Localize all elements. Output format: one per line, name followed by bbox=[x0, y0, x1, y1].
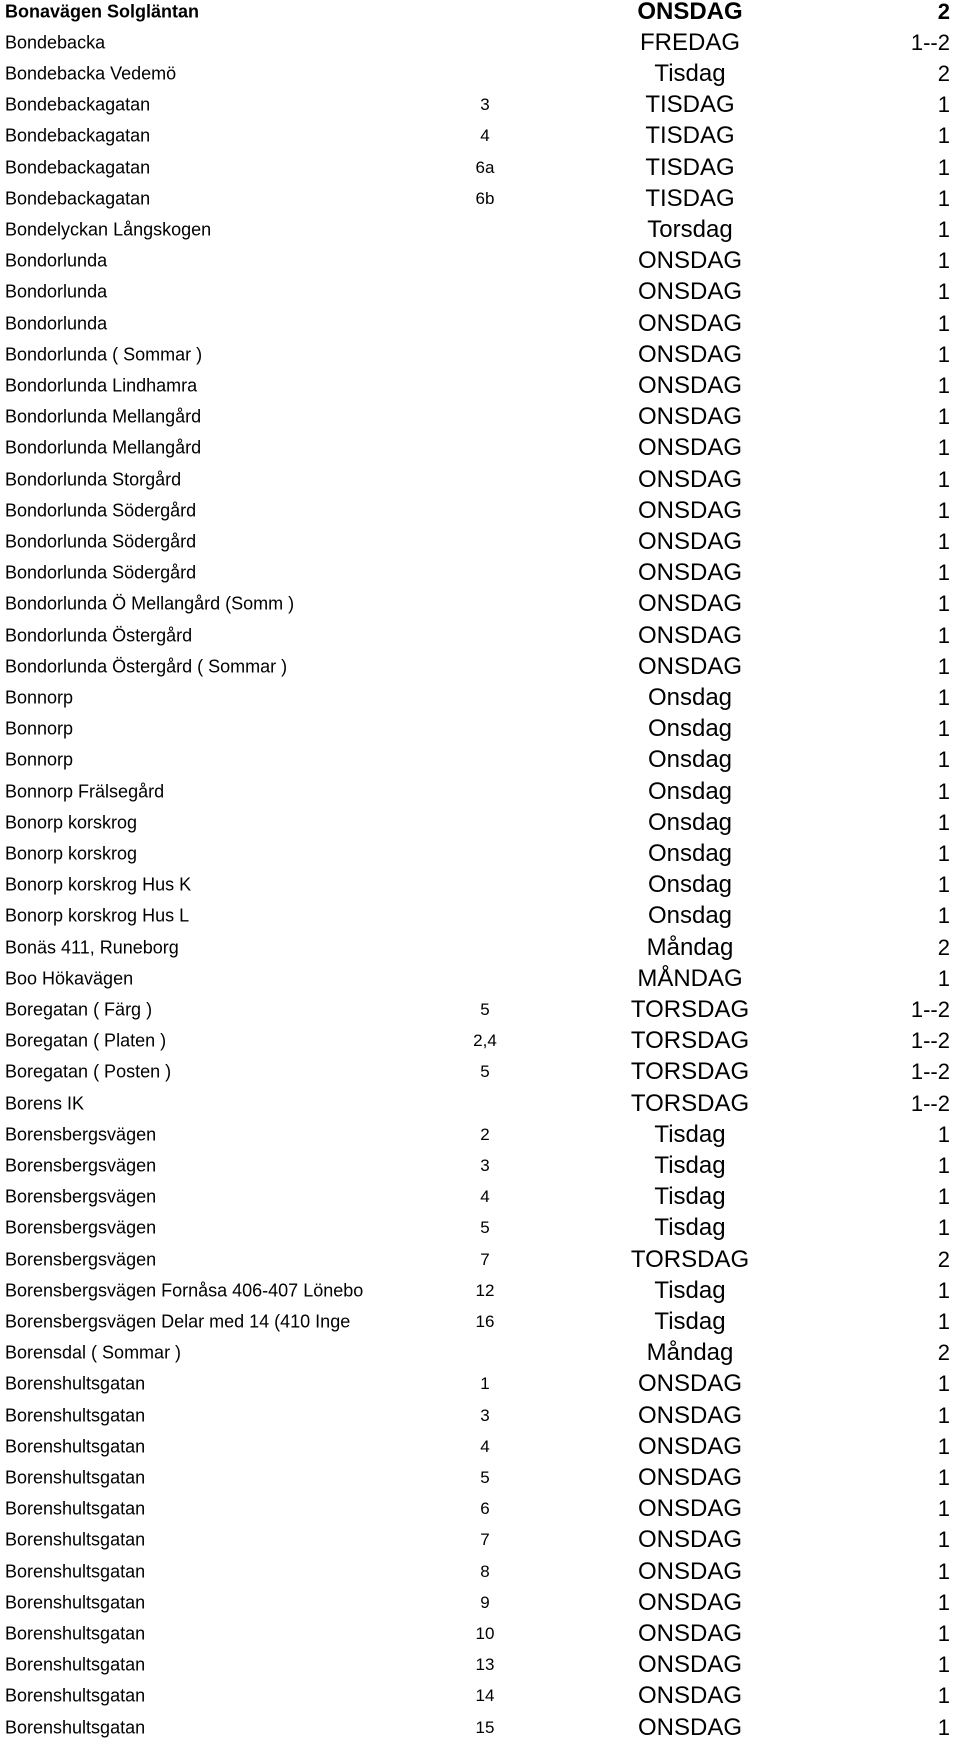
table-row bbox=[0, 1525, 960, 1556]
frequency-cell: 1 bbox=[937, 1308, 950, 1334]
table-row bbox=[0, 1150, 960, 1181]
frequency-cell: 1 bbox=[937, 216, 950, 242]
table-row bbox=[0, 402, 960, 433]
collection-day-cell: ONSDAG bbox=[637, 1495, 742, 1523]
table-row bbox=[0, 1119, 960, 1150]
collection-day-cell: ONSDAG bbox=[637, 247, 742, 275]
table-row bbox=[0, 1338, 960, 1369]
frequency-cell: 1 bbox=[937, 185, 950, 211]
frequency-cell: 1 bbox=[937, 248, 950, 274]
table-row bbox=[0, 838, 960, 869]
frequency-cell: 1 bbox=[937, 310, 950, 336]
table-row bbox=[0, 1618, 960, 1649]
table-row bbox=[0, 651, 960, 682]
house-number-cell: 10 bbox=[475, 1623, 495, 1643]
frequency-cell: 1 bbox=[937, 840, 950, 866]
street-name-cell: Boo Hökavägen bbox=[5, 968, 134, 989]
frequency-cell: 1 bbox=[937, 1152, 950, 1178]
frequency-cell: 1 bbox=[937, 560, 950, 586]
street-name-cell: Borensbergsvägen bbox=[5, 1155, 157, 1176]
frequency-cell: 1 bbox=[937, 1496, 950, 1522]
frequency-cell: 1 bbox=[937, 92, 950, 118]
collection-day-cell: ONSDAG bbox=[637, 278, 742, 306]
frequency-cell: 1 bbox=[937, 872, 950, 898]
frequency-cell: 1 bbox=[937, 341, 950, 367]
street-name-cell: Bondorlunda Södergård bbox=[5, 562, 197, 583]
frequency-cell: 2 bbox=[937, 60, 950, 86]
table-row bbox=[0, 27, 960, 58]
street-name-cell: Borenshultsgatan bbox=[5, 1717, 146, 1738]
collection-day-cell: Onsdag bbox=[647, 683, 733, 711]
collection-day-cell: Tisdag bbox=[654, 1214, 726, 1242]
table-row bbox=[0, 620, 960, 651]
frequency-cell: 1 bbox=[937, 965, 950, 991]
house-number-cell: 2,4 bbox=[473, 1031, 497, 1051]
street-name-cell: Boregatan ( Platen ) bbox=[5, 1030, 167, 1051]
collection-day-cell: Måndag bbox=[646, 1339, 734, 1367]
street-name-cell: Bondebacka Vedemö bbox=[5, 63, 177, 84]
frequency-cell: 1 bbox=[937, 747, 950, 773]
collection-day-cell: ONSDAG bbox=[637, 1682, 742, 1710]
house-number-cell: 5 bbox=[480, 999, 490, 1019]
house-number-cell: 5 bbox=[480, 1062, 490, 1082]
street-name-cell: Borenshultsgatan bbox=[5, 1685, 146, 1706]
collection-day-cell: ONSDAG bbox=[637, 1432, 742, 1460]
street-name-cell: Bonorp korskrog Hus L bbox=[5, 905, 190, 926]
street-name-cell: Bonnorp bbox=[5, 749, 74, 770]
frequency-cell: 1 bbox=[937, 1277, 950, 1303]
collection-day-cell: Onsdag bbox=[647, 902, 733, 930]
table-row bbox=[0, 1182, 960, 1213]
frequency-cell: 1 bbox=[937, 903, 950, 929]
frequency-cell: 1 bbox=[937, 1589, 950, 1615]
street-name-cell: Borensbergsvägen bbox=[5, 1217, 157, 1238]
table-row bbox=[0, 558, 960, 589]
collection-day-cell: ONSDAG bbox=[637, 0, 743, 25]
house-number-cell: 3 bbox=[480, 1155, 490, 1175]
table-row bbox=[0, 495, 960, 526]
collection-day-cell: TORSDAG bbox=[630, 1245, 750, 1273]
house-number-cell: 8 bbox=[480, 1561, 490, 1581]
street-name-cell: Borenshultsgatan bbox=[5, 1623, 146, 1644]
street-name-cell: Borenshultsgatan bbox=[5, 1498, 146, 1519]
street-name-cell: Bonnorp Frälsegård bbox=[5, 781, 165, 802]
street-name-cell: Bonnorp bbox=[5, 718, 74, 739]
table-row bbox=[0, 526, 960, 557]
collection-day-cell: Onsdag bbox=[647, 777, 733, 805]
street-name-cell: Bondorlunda bbox=[5, 281, 108, 302]
collection-day-cell: TORSDAG bbox=[630, 995, 750, 1023]
street-name-cell: Bondorlunda Södergård bbox=[5, 500, 197, 521]
collection-day-cell: ONSDAG bbox=[637, 527, 742, 555]
table-row bbox=[0, 370, 960, 401]
street-name-cell: Borenshultsgatan bbox=[5, 1592, 146, 1613]
frequency-cell: 1--2 bbox=[910, 1090, 950, 1116]
table-row bbox=[0, 1494, 960, 1525]
frequency-cell: 1--2 bbox=[910, 996, 950, 1022]
street-name-cell: Bondorlunda ( Sommar ) bbox=[5, 344, 203, 365]
frequency-cell: 2 bbox=[937, 0, 950, 24]
collection-day-cell: Onsdag bbox=[647, 839, 733, 867]
frequency-cell: 1 bbox=[937, 279, 950, 305]
house-number-cell: 6a bbox=[475, 157, 495, 177]
collection-day-cell: Onsdag bbox=[647, 871, 733, 899]
street-name-cell: Bondorlunda Östergård bbox=[5, 625, 193, 646]
house-number-cell: 12 bbox=[475, 1280, 495, 1300]
collection-day-cell: Onsdag bbox=[647, 746, 733, 774]
street-name-cell: Bondorlunda Lindhamra bbox=[5, 375, 198, 396]
frequency-cell: 2 bbox=[937, 1340, 950, 1366]
collection-day-cell: TORSDAG bbox=[630, 1058, 750, 1086]
collection-day-cell: TISDAG bbox=[645, 122, 735, 150]
house-number-cell: 4 bbox=[480, 1436, 490, 1456]
frequency-cell: 1 bbox=[937, 684, 950, 710]
table-row bbox=[0, 776, 960, 807]
frequency-cell: 1 bbox=[937, 809, 950, 835]
street-name-cell: Bondebackagatan bbox=[5, 125, 151, 146]
frequency-cell: 1 bbox=[937, 1620, 950, 1646]
table-row bbox=[0, 90, 960, 121]
collection-day-cell: ONSDAG bbox=[637, 465, 742, 493]
collection-day-cell: TISDAG bbox=[645, 184, 735, 212]
table-row bbox=[0, 901, 960, 932]
collection-day-cell: Onsdag bbox=[647, 808, 733, 836]
collection-day-cell: ONSDAG bbox=[637, 1401, 742, 1429]
table-row bbox=[0, 1275, 960, 1306]
table-row bbox=[0, 994, 960, 1025]
collection-day-cell: TISDAG bbox=[645, 91, 735, 119]
table-row bbox=[0, 714, 960, 745]
table-row bbox=[0, 1088, 960, 1119]
frequency-cell: 1 bbox=[937, 1683, 950, 1709]
frequency-cell: 1--2 bbox=[910, 1028, 950, 1054]
table-row bbox=[0, 932, 960, 963]
house-number-cell: 4 bbox=[480, 126, 490, 146]
street-name-cell: Bondorlunda bbox=[5, 250, 108, 271]
collection-day-cell: Tisdag bbox=[654, 1183, 726, 1211]
street-name-cell: Borens IK bbox=[5, 1093, 85, 1114]
collection-day-cell: ONSDAG bbox=[637, 1463, 742, 1491]
collection-day-cell: ONSDAG bbox=[637, 559, 742, 587]
frequency-cell: 2 bbox=[937, 1246, 950, 1272]
frequency-cell: 1 bbox=[937, 653, 950, 679]
street-name-cell: Bonnorp bbox=[5, 687, 74, 708]
house-number-cell: 15 bbox=[475, 1717, 495, 1737]
frequency-cell: 1--2 bbox=[910, 29, 950, 55]
collection-day-cell: Måndag bbox=[646, 933, 734, 961]
frequency-cell: 1 bbox=[937, 716, 950, 742]
street-name-cell: Borensbergsvägen bbox=[5, 1249, 157, 1270]
table-row bbox=[0, 214, 960, 245]
frequency-cell: 1 bbox=[937, 1215, 950, 1241]
frequency-cell: 1 bbox=[937, 1464, 950, 1490]
table-row bbox=[0, 589, 960, 620]
frequency-cell: 1 bbox=[937, 1433, 950, 1459]
frequency-cell: 1 bbox=[937, 622, 950, 648]
collection-day-cell: ONSDAG bbox=[637, 1557, 742, 1585]
street-name-cell: Borenshultsgatan bbox=[5, 1405, 146, 1426]
collection-day-cell: Tisdag bbox=[654, 1307, 726, 1335]
table-row bbox=[0, 963, 960, 994]
collection-day-cell: Tisdag bbox=[654, 1151, 726, 1179]
frequency-cell: 1 bbox=[937, 123, 950, 149]
collection-day-cell: ONSDAG bbox=[637, 434, 742, 462]
street-name-cell: Borensdal ( Sommar ) bbox=[5, 1342, 182, 1363]
frequency-cell: 1 bbox=[937, 497, 950, 523]
street-name-cell: Borensbergsvägen Delar med 14 (410 Inge bbox=[5, 1311, 351, 1332]
frequency-cell: 1 bbox=[937, 591, 950, 617]
collection-day-cell: MÅNDAG bbox=[637, 964, 743, 992]
house-number-cell: 13 bbox=[475, 1655, 495, 1675]
frequency-cell: 1 bbox=[937, 1714, 950, 1740]
collection-day-cell: ONSDAG bbox=[637, 1713, 742, 1741]
frequency-cell: 1 bbox=[937, 1527, 950, 1553]
collection-day-cell: FREDAG bbox=[639, 28, 740, 56]
table-row bbox=[0, 1213, 960, 1244]
frequency-cell: 1 bbox=[937, 435, 950, 461]
table-row bbox=[0, 1462, 960, 1493]
table-row bbox=[0, 152, 960, 183]
frequency-cell: 1 bbox=[937, 1558, 950, 1584]
house-number-cell: 5 bbox=[480, 1218, 490, 1238]
street-name-cell: Bondebacka bbox=[5, 32, 106, 53]
street-name-cell: Bondebackagatan bbox=[5, 94, 151, 115]
collection-day-cell: ONSDAG bbox=[637, 1651, 742, 1679]
house-number-cell: 7 bbox=[480, 1249, 490, 1269]
street-name-cell: Bonorp korskrog bbox=[5, 843, 138, 864]
street-name-cell: Boregatan ( Posten ) bbox=[5, 1061, 172, 1082]
collection-day-cell: Onsdag bbox=[647, 715, 733, 743]
collection-day-cell: TISDAG bbox=[645, 153, 735, 181]
collection-day-cell: ONSDAG bbox=[637, 652, 742, 680]
collection-day-cell: TORSDAG bbox=[630, 1027, 750, 1055]
frequency-cell: 1 bbox=[937, 1371, 950, 1397]
frequency-cell: 1 bbox=[937, 1402, 950, 1428]
street-name-cell: Bondorlunda Östergård ( Sommar ) bbox=[5, 656, 288, 677]
collection-day-cell: ONSDAG bbox=[637, 1370, 742, 1398]
collection-day-cell: ONSDAG bbox=[637, 403, 742, 431]
street-name-cell: Bondorlunda Mellangård bbox=[5, 406, 202, 427]
frequency-cell: 1 bbox=[937, 778, 950, 804]
collection-day-cell: ONSDAG bbox=[637, 621, 742, 649]
street-name-cell: Borensbergsvägen bbox=[5, 1124, 157, 1145]
frequency-cell: 1 bbox=[937, 154, 950, 180]
frequency-cell: 1 bbox=[937, 1121, 950, 1147]
collection-day-cell: Tisdag bbox=[654, 1120, 726, 1148]
street-name-cell: Borenshultsgatan bbox=[5, 1654, 146, 1675]
street-name-cell: Bondorlunda Mellangård bbox=[5, 437, 202, 458]
street-name-cell: Borenshultsgatan bbox=[5, 1529, 146, 1550]
collection-day-cell: ONSDAG bbox=[637, 590, 742, 618]
house-number-cell: 6b bbox=[475, 188, 495, 208]
street-name-cell: Bonorp korskrog bbox=[5, 812, 138, 833]
house-number-cell: 6 bbox=[480, 1499, 490, 1519]
frequency-cell: 1 bbox=[937, 466, 950, 492]
house-number-cell: 3 bbox=[480, 95, 490, 115]
table-row bbox=[0, 1400, 960, 1431]
house-number-cell: 4 bbox=[480, 1187, 490, 1207]
street-name-cell: Borenshultsgatan bbox=[5, 1561, 146, 1582]
table-row bbox=[0, 339, 960, 370]
street-name-cell: Bondelyckan Långskogen bbox=[5, 219, 212, 240]
table-row bbox=[0, 1587, 960, 1618]
table-row bbox=[0, 1681, 960, 1712]
frequency-cell: 1 bbox=[937, 404, 950, 430]
house-number-cell: 9 bbox=[480, 1592, 490, 1612]
table-row bbox=[0, 1057, 960, 1088]
street-name-cell: Bonäs 411, Runeborg bbox=[5, 937, 179, 958]
collection-day-cell: ONSDAG bbox=[637, 1619, 742, 1647]
house-number-cell: 5 bbox=[480, 1467, 490, 1487]
table-row bbox=[0, 745, 960, 776]
table-row bbox=[0, 1306, 960, 1337]
frequency-cell: 1 bbox=[937, 1184, 950, 1210]
collection-day-cell: ONSDAG bbox=[637, 371, 742, 399]
table-row bbox=[0, 1369, 960, 1400]
table-row bbox=[0, 870, 960, 901]
house-number-cell: 14 bbox=[475, 1686, 495, 1706]
collection-day-cell: ONSDAG bbox=[637, 496, 742, 524]
street-name-cell: Bonorp korskrog Hus K bbox=[5, 874, 192, 895]
street-name-cell: Borensbergsvägen bbox=[5, 1186, 157, 1207]
collection-day-cell: Tisdag bbox=[654, 59, 726, 87]
table-row bbox=[0, 433, 960, 464]
house-number-cell: 2 bbox=[480, 1124, 490, 1144]
street-name-cell: Boregatan ( Färg ) bbox=[5, 999, 153, 1020]
collection-day-cell: Tisdag bbox=[654, 1276, 726, 1304]
table-row bbox=[0, 308, 960, 339]
table-row bbox=[0, 682, 960, 713]
table-row bbox=[0, 183, 960, 214]
collection-day-cell: ONSDAG bbox=[637, 340, 742, 368]
house-number-cell: 7 bbox=[480, 1530, 490, 1550]
frequency-cell: 1--2 bbox=[910, 1059, 950, 1085]
street-name-cell: Bondorlunda Ö Mellangård (Somm ) bbox=[5, 593, 295, 614]
collection-day-cell: ONSDAG bbox=[637, 1588, 742, 1616]
table-row bbox=[0, 1244, 960, 1275]
house-number-cell: 1 bbox=[480, 1374, 490, 1394]
table-row bbox=[0, 1026, 960, 1057]
collection-day-cell: ONSDAG bbox=[637, 309, 742, 337]
street-name-cell: Bondorlunda bbox=[5, 313, 108, 334]
collection-day-cell: Torsdag bbox=[647, 215, 733, 243]
table-row bbox=[0, 807, 960, 838]
collection-day-cell: TORSDAG bbox=[630, 1089, 750, 1117]
table-row bbox=[0, 1650, 960, 1681]
frequency-cell: 1 bbox=[937, 372, 950, 398]
frequency-cell: 1 bbox=[937, 1652, 950, 1678]
street-name-cell: Bonavägen Solgläntan bbox=[5, 1, 200, 22]
table-row bbox=[0, 58, 960, 89]
street-name-cell: Borensbergsvägen Fornåsa 406-407 Lönebo bbox=[5, 1280, 364, 1301]
street-name-cell: Bondorlunda Södergård bbox=[5, 531, 197, 552]
street-name-cell: Bondebackagatan bbox=[5, 157, 151, 178]
frequency-cell: 2 bbox=[937, 934, 950, 960]
street-name-cell: Bondorlunda Storgård bbox=[5, 469, 182, 490]
table-row bbox=[0, 1712, 960, 1743]
table-row bbox=[0, 1556, 960, 1587]
table-row bbox=[0, 464, 960, 495]
house-number-cell: 16 bbox=[475, 1311, 495, 1331]
house-number-cell: 3 bbox=[480, 1405, 490, 1425]
table-row bbox=[0, 277, 960, 308]
collection-day-cell: ONSDAG bbox=[637, 1526, 742, 1554]
table-row bbox=[0, 0, 960, 27]
table-row bbox=[0, 1431, 960, 1462]
street-name-cell: Borenshultsgatan bbox=[5, 1467, 146, 1488]
frequency-cell: 1 bbox=[937, 528, 950, 554]
street-name-cell: Borenshultsgatan bbox=[5, 1436, 146, 1457]
street-name-cell: Bondebackagatan bbox=[5, 188, 151, 209]
street-name-cell: Borenshultsgatan bbox=[5, 1373, 146, 1394]
table-row bbox=[0, 246, 960, 277]
table-row bbox=[0, 121, 960, 152]
